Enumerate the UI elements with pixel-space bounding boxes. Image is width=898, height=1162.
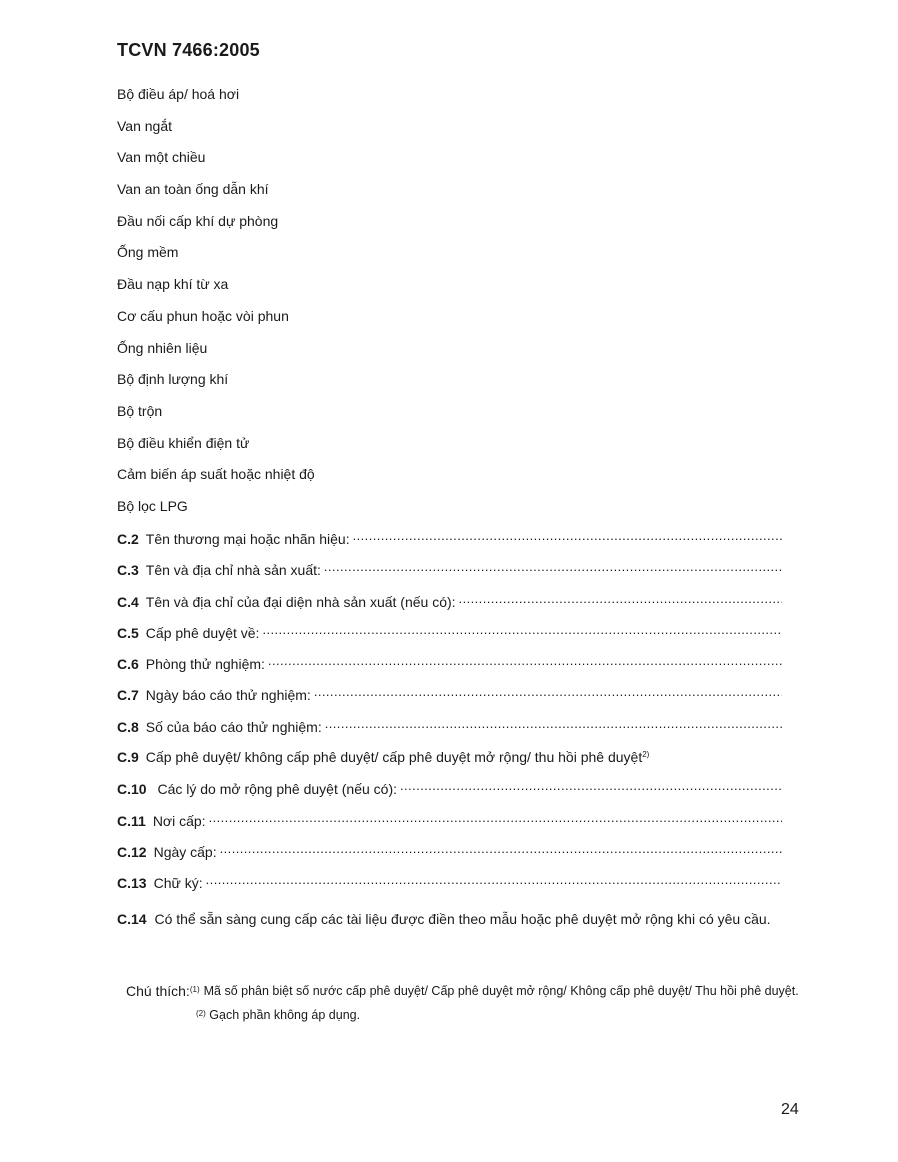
list-item: Bộ điều khiển điện tử xyxy=(117,434,250,451)
footnote-marker: (2) xyxy=(196,1009,206,1018)
field-label: Tên thương mại hoặc nhãn hiệu: xyxy=(145,531,350,547)
field-number: C.3 xyxy=(117,562,139,579)
fill-in-leader xyxy=(400,778,782,794)
field-label-text: Cấp phê duyệt/ không cấp phê duyệt/ cấp phê duyệt mở rộng/ thu hồi phê duyệt xyxy=(145,749,643,766)
field-number: C.8 xyxy=(117,718,139,735)
field-number: C.11 xyxy=(117,812,146,829)
form-field-c8 xyxy=(117,716,782,747)
list-item: Van an toàn ống dẫn khí xyxy=(117,181,269,198)
form-field-c12 xyxy=(117,841,782,872)
fill-in-leader xyxy=(353,528,782,544)
footnote-1 xyxy=(126,983,802,1001)
footnote-label: Chú thích: xyxy=(126,983,190,999)
field-label: Có thể sẵn sàng cung cấp các tài liệu được điền theo mẫu hoặc phê duyệt mở rộng khi có yêu cầu. xyxy=(154,911,771,927)
fill-in-leader xyxy=(220,841,782,857)
list-item: Bộ định lượng khí xyxy=(117,371,229,388)
footnote-text: Gạch phần không áp dụng. xyxy=(209,1008,361,1022)
field-label: Tên và địa chỉ nhà sản xuất: xyxy=(145,562,321,579)
footnote-ref: 2) xyxy=(642,750,650,760)
field-number: C.10 xyxy=(117,781,147,798)
form-field-c2 xyxy=(117,528,782,559)
footnote-marker: (1) xyxy=(189,985,200,994)
list-item: Đầu nối cấp khí dự phòng xyxy=(117,212,279,229)
field-label: Các lý do mở rộng phê duyệt (nếu có): xyxy=(153,781,397,798)
form-field-c14 xyxy=(117,908,802,930)
field-number: C.12 xyxy=(117,843,147,860)
list-item: Ống nhiên liệu xyxy=(117,339,208,356)
list-item: Van một chiều xyxy=(117,149,206,166)
field-number: C.14 xyxy=(117,911,147,927)
footnote-label-wrap xyxy=(126,983,200,1001)
fill-in-leader xyxy=(262,622,782,638)
field-number: C.4 xyxy=(117,593,139,610)
field-label: Ngày báo cáo thử nghiệm: xyxy=(145,687,311,704)
component-list xyxy=(117,84,797,528)
form-field-c9 xyxy=(117,747,782,778)
list-item: Cảm biến áp suất hoặc nhiệt độ xyxy=(117,466,315,483)
field-label: Số của báo cáo thử nghiệm: xyxy=(145,718,322,735)
field-number: C.5 xyxy=(117,624,139,641)
fill-in-leader xyxy=(268,653,782,669)
footnotes xyxy=(126,983,802,1024)
field-number: C.9 xyxy=(117,749,139,766)
fill-in-leader xyxy=(324,559,782,575)
field-number: C.2 xyxy=(117,531,139,547)
field-label: Nơi cấp: xyxy=(152,812,206,829)
document-standard-code: TCVN 7466:2005 xyxy=(117,40,260,60)
footnote-2 xyxy=(196,1007,802,1024)
fill-in-leader xyxy=(325,716,782,732)
form-field-c5 xyxy=(117,622,782,653)
page-number: 24 xyxy=(781,1101,799,1118)
fill-in-leader xyxy=(206,872,782,888)
field-label: Cấp phê duyệt về: xyxy=(145,624,260,641)
list-item: Đầu nạp khí từ xa xyxy=(117,276,229,293)
fill-in-leader xyxy=(314,684,782,700)
form-field-c13 xyxy=(117,872,782,903)
fill-in-leader xyxy=(459,591,782,607)
list-item: Bộ lọc LPG xyxy=(117,497,188,514)
form-field-c7 xyxy=(117,684,782,715)
list-item: Cơ cấu phun hoặc vòi phun xyxy=(117,307,289,324)
form-field-c4 xyxy=(117,591,782,622)
form-field-c10 xyxy=(117,778,782,809)
field-label: Tên và địa chỉ của đại diện nhà sản xuất (nếu có): xyxy=(145,593,456,610)
form-field-c3 xyxy=(117,559,782,590)
field-number: C.13 xyxy=(117,875,147,892)
field-label: Phòng thử nghiệm: xyxy=(145,656,265,673)
fill-in-leader xyxy=(209,810,782,826)
field-number: C.7 xyxy=(117,687,139,704)
footnote-text: Mã số phân biệt số nước cấp phê duyệt/ Cấp phê duyệt mở rộng/ Không cấp phê duyệt/ Thu hồi phê duyệt. xyxy=(203,984,799,998)
field-label xyxy=(146,747,650,767)
form-field-c6 xyxy=(117,653,782,684)
list-item: Ống mềm xyxy=(117,244,179,261)
field-number: C.6 xyxy=(117,656,139,673)
list-item: Van ngắt xyxy=(117,117,173,134)
list-item: Bộ điều áp/ hoá hơi xyxy=(117,86,240,102)
field-label: Ngày cấp: xyxy=(153,843,217,860)
form-field-c11 xyxy=(117,810,782,841)
approval-form-fields xyxy=(117,528,782,904)
field-label: Chữ ký: xyxy=(153,875,203,892)
list-item: Bộ trộn xyxy=(117,402,163,419)
